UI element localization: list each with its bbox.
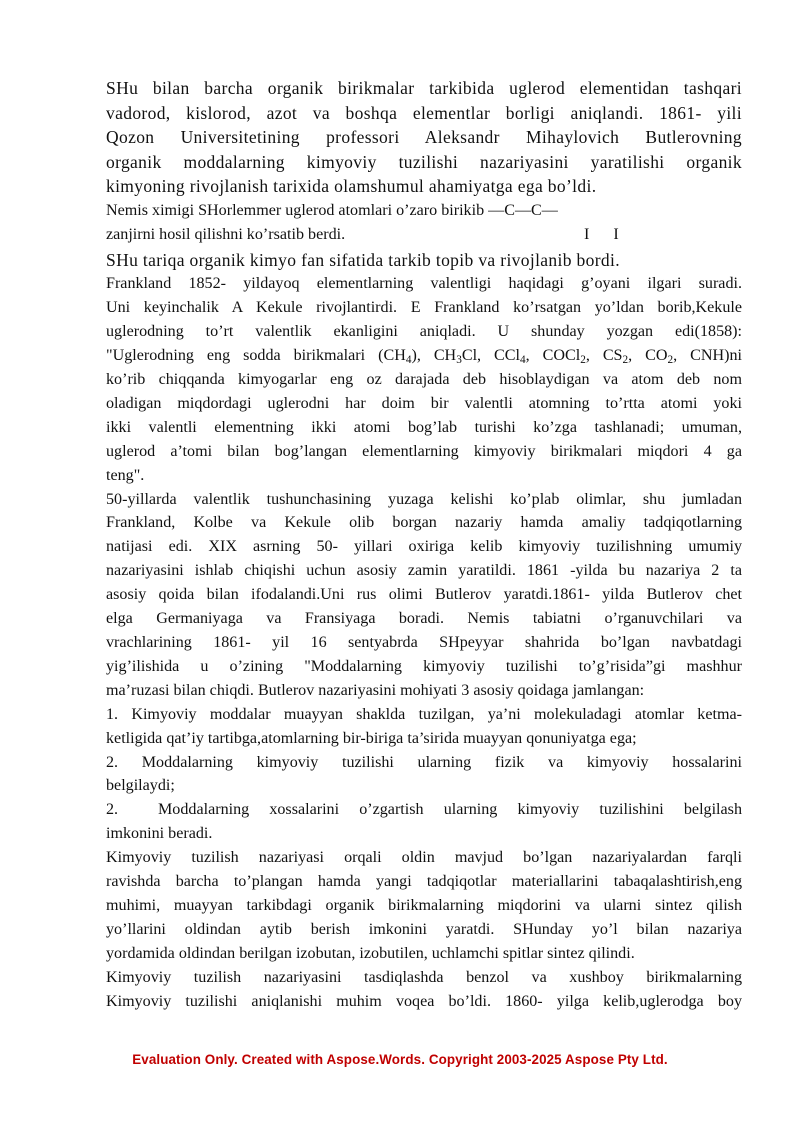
text-line: Nemis ximigi SHorlemmer uglerod atomlari o’zaro birikib —C—C— (106, 201, 558, 219)
text-line: Kimyoviy tuzilishi aniqlanishi muhim voqea bo’ldi. 1860- yilga kelib,uglerodga boy (106, 992, 742, 1010)
list-number: 2. (106, 801, 119, 819)
text-line: yig’ilishida u o’zining "Moddalarning kimyoviy tuzilishi to’g’risida”gi mashhur (106, 657, 742, 675)
text-line: Frankland 1852- yildayoq elementlarning valentligi haqidagi g’oyani ilgari suradi. (106, 275, 742, 293)
text-line: vadorod, kislorod, azot va boshqa elementlar borligi aniqlandi. 1861- yili (106, 102, 742, 123)
text-line: ravishda barcha to’plangan hamda yangi tadqiqotlar materiallarini tabaqalashtirish,eng (106, 873, 742, 891)
text-line: SHu bilan barcha organik birikmalar tarkibida uglerod elementidan tashqari (106, 78, 742, 98)
text-line: yordamida oldindan berilgan izobutan, izobutilen, uchlamchi spitlar sintez qilindi. (106, 944, 635, 962)
text-line: Kimyoviy tuzilish nazariyasi orqali oldin mavjud bo’lgan nazariyalardan farqli (106, 849, 742, 867)
paragraph-structure-theory (106, 846, 742, 966)
numbered-list (106, 703, 742, 846)
text-line: muhimi, muayyan tarkibdagi organik birikmalarning miqdorini va ularni sintez qilish (106, 896, 742, 914)
text-line: teng". (106, 466, 145, 484)
text-line: Frankland, Kolbe va Kekule olib borgan nazariy hamda amaliy tadqiqotlarning (106, 514, 742, 532)
text-line: ko’rib chiqqanda kimyogarlar eng oz darajada deb hisoblaydigan va atom deb nom (106, 371, 742, 388)
paragraph-frankland (106, 272, 742, 487)
list-item-line: 2. Moddalarning xossalarini o’zgartish ularning kimyoviy tuzilishini belgilash (106, 798, 742, 822)
text-line: oladigan miqdordagi uglerodni har doim bir valentli atomning to’rtta atomi yoki (106, 394, 742, 412)
paragraph-valence (106, 488, 742, 703)
text-line: Qozon Universitetining professori Aleksandr Mihaylovich Butlerovning (106, 127, 742, 148)
text-line: elga Germaniyaga va Fransiyaga boradi. Nemis tabiatni o’rganuvchilari va (106, 610, 742, 628)
text-line: uglerodning to’rt valentlik ekanligini aniqladi. U shunday yozgan edi(1858): (106, 323, 742, 341)
text-line: SHu tariqa organik kimyo fan sifatida tarkib topib va rivojlanib bordi. (106, 249, 620, 270)
text-line: uglerod a’tomi bilan bog’langan elementlarning kimyoviy birikmalari miqdori 4 ga (106, 442, 742, 460)
list-item-line: 2. Moddalarning kimyoviy tuzilishi ularning fizik va kimyoviy hossalarini (106, 753, 742, 771)
text-line: zanjirni hosil qilishni ko’rsatib berdi. (106, 226, 346, 244)
text-line: yo’llarini oldindan aytib berish imkonini yaratdi. SHunday yo’l bilan nazariya (106, 920, 742, 938)
text-line: ma’ruzasi bilan chiqdi. Butlerov nazariyasini mohiyati 3 asosiy qoidaga jamlangan: (106, 681, 645, 699)
paragraph-benzol (106, 966, 742, 1014)
text-line: vrachlarining 1861- yil 16 sentyabrda SHpeyyar shahrida bo’lgan navbatdagi (106, 633, 742, 651)
paragraph-shorlemmer (106, 199, 742, 248)
text-line-with-bonds (106, 223, 742, 247)
text-line: natijasi edi. XIX asrning 50- yillari oxiriga kelib kimyoviy tuzilishning umumiy (106, 538, 742, 556)
paragraph-organic-chemistry (106, 248, 742, 273)
evaluation-watermark: Evaluation Only. Created with Aspose.Words. Copyright 2003-2025 Aspose Pty Ltd. (132, 1052, 668, 1067)
text-line: organik moddalarning kimyoviy tuzilishi nazariyasini yaratilishi organik (106, 151, 742, 172)
text-line: 50-yillarda valentlik tushunchasining yuzaga kelishi ko’plab olimlar, shu jumladan (106, 490, 742, 508)
document-page (106, 76, 742, 1013)
text-line: kimyoning rivojlanish tarixida olamshumul ahamiyatga ega bo’ldi. (106, 176, 597, 197)
text-line: Uni keyinchalik A Kekule rivojlantirdi. E Frankland ko’rsatgan yo’ldan borib,Kekule (106, 299, 742, 317)
text-line: nazariyasini ishlab chiqishi uchun asosiy zamin yaratildi. 1861 -yilda bu nazariya 2 ta (106, 562, 742, 580)
list-item-line: belgilaydi; (106, 777, 175, 795)
list-item-line: imkonini beradi. (106, 825, 213, 843)
paragraph-intro (106, 76, 742, 199)
list-item-line: ketligida qat’iy tartibga,atomlarning bir-biriga ta’sirida muayyan qonuniyatga ega; (106, 729, 637, 747)
text-line: asosiy qoida bilan ifodalandi.Uni rus olimi Butlerov yaratdi.1861- yilda Butlerov chet (106, 586, 742, 604)
text-line: ikki valentli elementning ikki atomi bog’lab turishi ko’zga tashlanadi; umuman, (106, 418, 742, 436)
list-item-line: 1. Kimyoviy moddalar muayyan shaklda tuzilgan, ya’ni molekuladagi atomlar ketma- (106, 705, 742, 723)
bond-marks: I I (584, 226, 629, 244)
text-line: Kimyoviy tuzilish nazariyasini tasdiqlashda benzol va xushboy birikmalarning (106, 968, 742, 986)
formula-line: "Uglerodning eng sodda birikmalari $(CH_4)$, $CH_3Cl$, CCl$_4$, COCl$_2$, $CS_2$, $CO_2$, CNH)ni (106, 347, 743, 367)
